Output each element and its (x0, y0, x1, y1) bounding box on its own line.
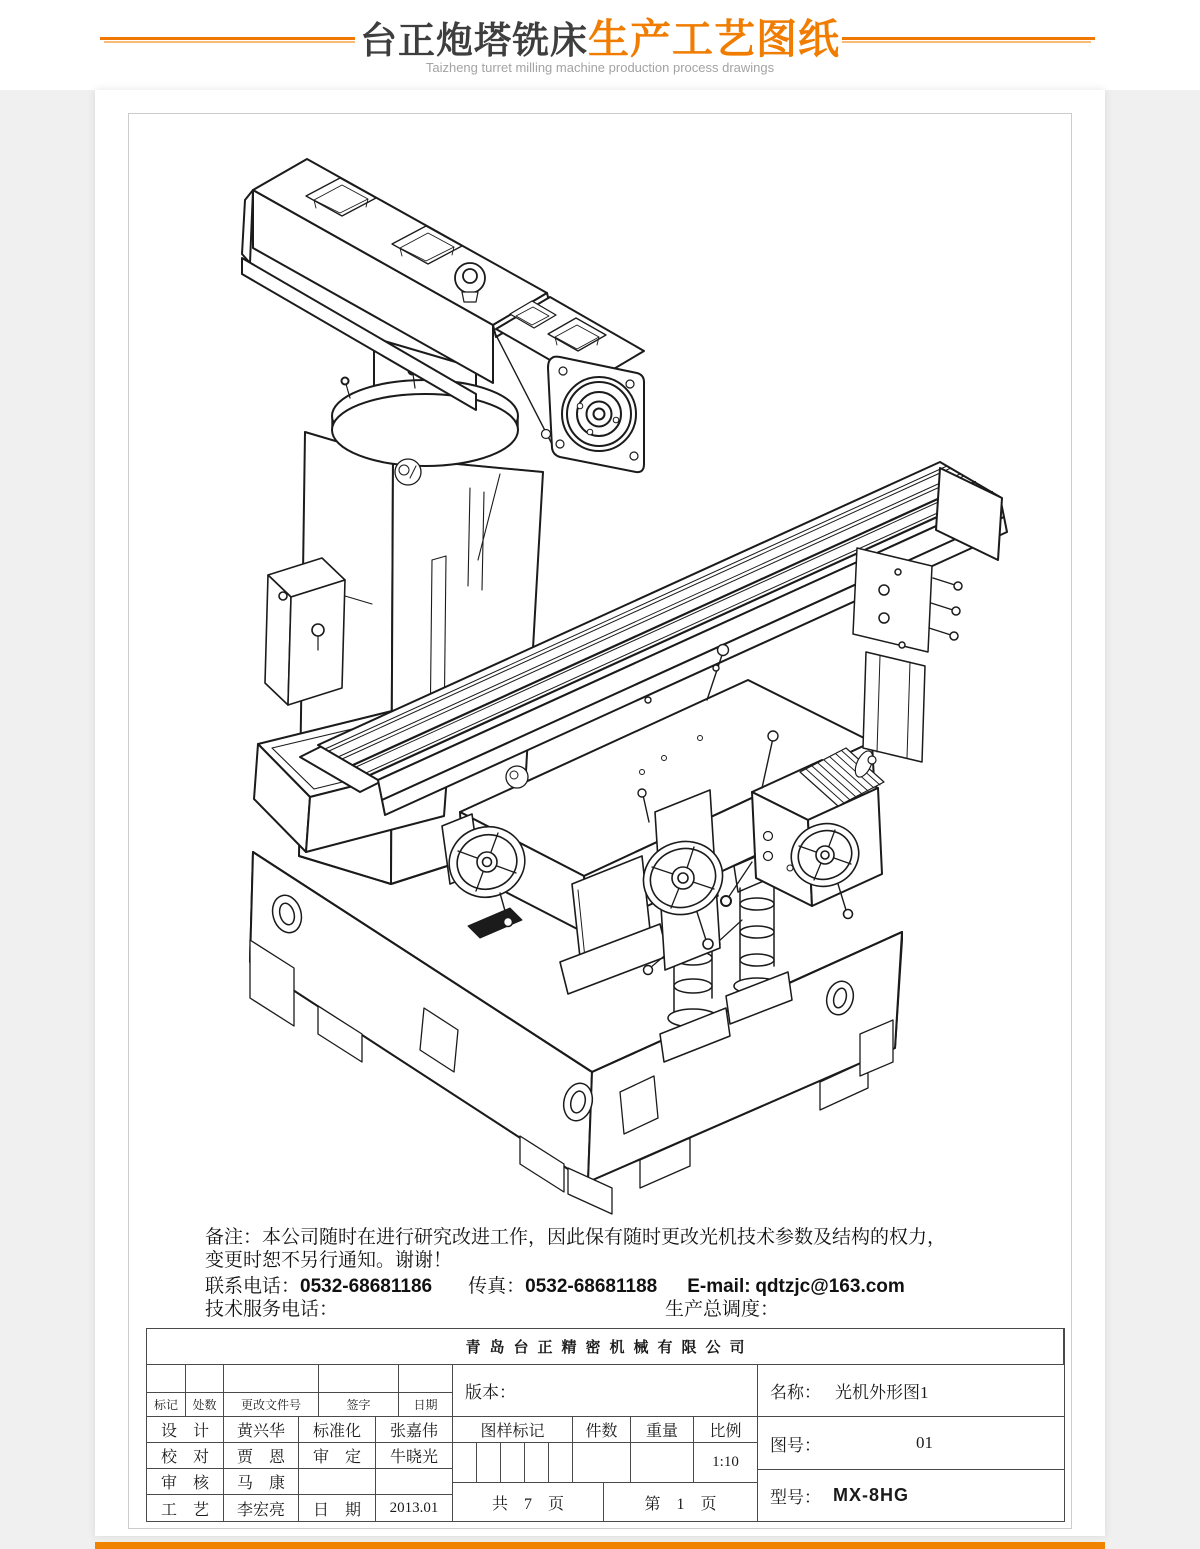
name-value: 光机外形图1 (835, 1383, 929, 1402)
rev-empty-cell (399, 1365, 453, 1393)
contact-line (205, 1275, 905, 1298)
rev-header-date: 日期 (399, 1393, 453, 1417)
name-label: 名称： (770, 1383, 821, 1402)
page-title-gray: 台正炮塔铣床 (360, 20, 588, 61)
title-block (146, 1328, 1065, 1522)
qty-cell (573, 1443, 631, 1483)
version-label: 版本： (453, 1365, 758, 1417)
role-audit: 审 核 (147, 1469, 224, 1495)
scale-header: 比例 (694, 1417, 758, 1443)
email-label: E-mail: (687, 1276, 751, 1297)
rev-empty-cell (147, 1365, 186, 1393)
company-name: 青岛台正精密机械有限公司 (147, 1329, 1064, 1365)
rev-header-mark: 标记 (147, 1393, 186, 1417)
drawing-name (758, 1365, 1064, 1417)
note-line-1: 备注：本公司随时在进行研究改进工作，因此保有随时更改光机技术参数及结构的权力， (205, 1227, 947, 1248)
page-subtitle: Taizheng turret milling machine production process drawings (425, 60, 775, 75)
drawing-no-label: 图号： (770, 1435, 821, 1455)
machine-drawing (146, 123, 1063, 1228)
page-title-orange: 生产工艺图纸 (588, 16, 840, 62)
page-title (0, 6, 1200, 65)
name-design: 黄兴华 (224, 1417, 299, 1443)
rev-header-docno: 更改文件号 (224, 1393, 319, 1417)
rev-header-count: 处数 (186, 1393, 224, 1417)
drawing-sheet-card (95, 90, 1105, 1536)
role-standard: 标准化 (299, 1417, 376, 1443)
spindle-head (542, 357, 645, 472)
qty-header: 件数 (573, 1417, 631, 1443)
mark-cell (477, 1443, 501, 1483)
name-approve: 牛晓光 (376, 1443, 453, 1469)
mark-cell (501, 1443, 525, 1483)
mark-cell (525, 1443, 549, 1483)
model-value: MX-8HG (833, 1485, 910, 1505)
name-standard: 张嘉伟 (376, 1417, 453, 1443)
role-process: 工 艺 (147, 1495, 224, 1521)
right-end-bracket (853, 548, 962, 762)
mark-header: 图样标记 (453, 1417, 573, 1443)
value-date: 2013.01 (376, 1495, 453, 1521)
page-header (0, 0, 1200, 90)
rev-header-sign: 签字 (319, 1393, 399, 1417)
service-phone-label: 技术服务电话： (205, 1299, 339, 1320)
fax-phone: 0532-68681188 (525, 1276, 658, 1297)
dispatch-label: 生产总调度： (665, 1299, 780, 1320)
empty-cell (299, 1469, 376, 1495)
empty-cell (376, 1469, 453, 1495)
page-current: 第 1 页 (604, 1483, 758, 1521)
role-approve: 审 定 (299, 1443, 376, 1469)
pages-total: 共 7 页 (453, 1483, 604, 1521)
rev-empty-cell (224, 1365, 319, 1393)
drawing-no-value: 01 (916, 1433, 933, 1452)
role-check: 校 对 (147, 1443, 224, 1469)
role-date: 日 期 (299, 1495, 376, 1521)
fax-label: 传真： (468, 1276, 526, 1297)
name-process: 李宏亮 (224, 1495, 299, 1521)
model-label: 型号： (770, 1488, 821, 1507)
name-audit: 马 康 (224, 1469, 299, 1495)
rev-empty-cell (186, 1365, 224, 1393)
contact-label: 联系电话： (205, 1276, 301, 1297)
note-line-2: 变更时恕不另行通知。谢谢！ (205, 1250, 453, 1271)
email-value: qdtzjc@163.com (755, 1276, 905, 1297)
mark-cell (549, 1443, 573, 1483)
model-number (758, 1470, 1064, 1521)
mark-cell (453, 1443, 477, 1483)
role-design: 设 计 (147, 1417, 224, 1443)
brand-logo-medallion (395, 459, 421, 485)
rev-empty-cell (319, 1365, 399, 1393)
contact-phone: 0532-68681186 (300, 1276, 433, 1297)
name-check: 贾 恩 (224, 1443, 299, 1469)
scale-value: 1:10 (694, 1443, 758, 1483)
drawing-number (758, 1417, 1064, 1470)
weight-header: 重量 (631, 1417, 694, 1443)
footer-accent-bar (95, 1542, 1105, 1549)
weight-cell (631, 1443, 694, 1483)
